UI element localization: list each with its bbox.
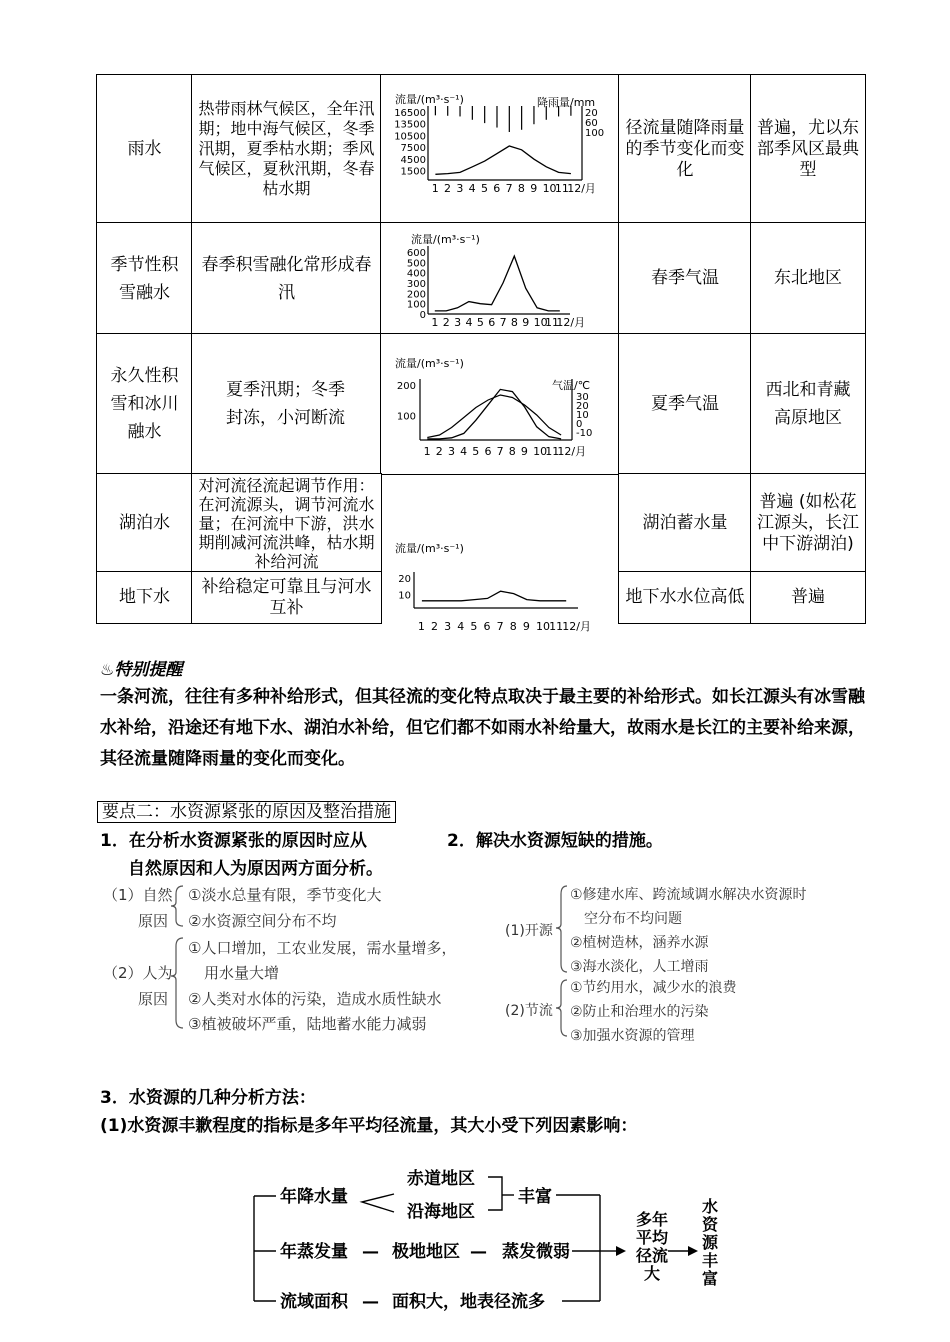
weak-evap: 蒸发微弱 <box>502 1242 570 1262</box>
arrow-result-icon <box>688 1246 698 1256</box>
cell-text: 湖泊水 <box>119 512 170 533</box>
y-tick-label: 600 <box>406 248 426 259</box>
x-tick-label: 4 <box>457 620 465 633</box>
factor-evap: 年蒸发量 <box>280 1242 348 1262</box>
avg-char: 径 <box>636 1246 653 1265</box>
x-tick-label: 7 <box>496 445 504 458</box>
flow-series-line <box>422 591 566 601</box>
y-axis-label: 流量/(m³·s⁻¹) <box>395 93 464 106</box>
x-tick-label: 8 <box>517 182 525 195</box>
human-label2: 原因 <box>138 990 169 1008</box>
avg-char: 大 <box>644 1264 661 1283</box>
dash-1: — <box>362 1242 379 1262</box>
section3-title: 3．水资源的几种分析方法： <box>100 1088 316 1108</box>
natural-item: ①淡水总量有限，季节变化大 <box>188 886 382 904</box>
result-char: 富 <box>702 1269 719 1288</box>
merge-lines <box>488 1177 502 1210</box>
cell-text: 对河流径流起调节作用：在河流源头，调节河流水量；在河流中下游，洪水期削减河流洪峰，枯水期补给河流 <box>198 475 375 571</box>
y-axis-label: 流量/(m³·s⁻¹) <box>395 542 464 555</box>
x-tick-label: 5 <box>480 182 488 195</box>
x-tick-label: 4 <box>460 445 468 458</box>
avg-char: 流 <box>652 1246 669 1265</box>
y2-axis-label: 气温/℃ <box>552 379 591 392</box>
human-label: （2）人为 <box>103 964 173 982</box>
y2-tick-label: -10 <box>576 428 593 439</box>
y-tick-label: 300 <box>406 279 426 290</box>
y-tick-label: 0 <box>419 310 426 321</box>
x-tick-label: 11 <box>554 182 569 195</box>
flame-icon: ♨ <box>100 660 115 679</box>
section2-header-text: 要点二：水资源紧张的原因及整治措施 <box>97 801 396 823</box>
x-tick-label: 2 <box>431 620 439 633</box>
arrow-avg-icon <box>616 1246 626 1256</box>
x-tick-label: 11 <box>549 620 564 633</box>
result-char: 水 <box>702 1197 719 1216</box>
x-tick-label: 9 <box>520 445 528 458</box>
human-item: ②人类对水体的污染，造成水质性缺水 <box>188 990 442 1008</box>
factor-diagram <box>0 1150 950 1342</box>
kaiyuan-item: ③海水淡化，人工增雨 <box>570 959 709 975</box>
x-tick-label: 2 <box>435 445 443 458</box>
brace-natural <box>171 886 183 926</box>
x-tick-label: 7 <box>499 316 507 329</box>
x-tick-label: 1 <box>431 182 439 195</box>
cell-text: 永久性积雪和冰川融水 <box>110 366 179 442</box>
natural-label2: 原因 <box>138 912 169 930</box>
y-tick-label: 200 <box>406 289 426 301</box>
jieliu-label: (2)节流 <box>505 1003 553 1019</box>
brace-jieliu <box>556 980 567 1036</box>
x-tick-label: 10 <box>533 316 548 329</box>
section2-header <box>97 797 396 822</box>
section3-sub: (1)水资源丰歉程度的指标是多年平均径流量，其大小受下列因素影响： <box>100 1116 638 1136</box>
x-tick-label: 4 <box>465 316 473 329</box>
result-char: 资 <box>702 1215 719 1234</box>
y-tick-label: 7500 <box>400 143 426 155</box>
y-tick-label: 20 <box>398 574 411 585</box>
x-tick-label: 7 <box>496 620 504 633</box>
y2-tick-label: 30 <box>576 392 589 403</box>
cell-text: 普遍，尤以东部季风区最典型 <box>757 117 859 180</box>
x-tick-label: 6 <box>484 445 492 458</box>
x-tick-label: 4 <box>468 182 476 195</box>
x-tick-label: 10 <box>533 445 548 458</box>
kaiyuan-item: ①修建水库、跨流域调水解决水资源时 <box>570 887 807 903</box>
cell-text: 春季气温 <box>651 268 719 288</box>
x-tick-label: 1 <box>417 620 425 633</box>
x-tick-label: 9 <box>530 182 538 195</box>
region-polar: 极地地区 <box>392 1242 460 1262</box>
brace-lines <box>0 880 950 1050</box>
cell-text: 西北和青藏高原地区 <box>765 380 851 428</box>
avg-char: 平 <box>636 1228 653 1247</box>
x-tick-label: 3 <box>456 182 464 195</box>
x-tick-label: 5 <box>472 445 480 458</box>
region-equator: 赤道地区 <box>407 1169 475 1189</box>
flow-series-line <box>435 256 560 311</box>
y-tick-label: 1500 <box>400 166 426 178</box>
y-tick-label: 10 <box>398 590 411 602</box>
y-tick-label: 100 <box>396 411 416 423</box>
x-tick-label: 8 <box>510 316 518 329</box>
avg-char: 多 <box>636 1210 653 1229</box>
tip-text: 一条河流，往往有多种补给形式，但其径流的变化特点取决于最主要的补给形式。如长江源头有冰雪融水补给，沿途还有地下水、湖泊水补给，但它们都不如雨水补给量大，故雨水是长江的主要补给来源，其径流量随降雨量的变化而变化。 <box>100 687 865 769</box>
tip-heading <box>100 655 182 680</box>
cell-text: 普遍 (如松花江源头，长江中下游湖泊) <box>757 491 859 554</box>
section2-p1b: 自然原因和人为原因两方面分析。 <box>128 859 383 879</box>
human-item: ③植被破坏严重，陆地蓄水能力减弱 <box>188 1015 427 1033</box>
cell-text: 夏季气温 <box>651 393 719 414</box>
human-item: 用水量大增 <box>204 964 280 982</box>
x-tick-label: 7 <box>505 182 513 195</box>
x-tick-label: 5 <box>470 620 478 633</box>
y-tick-label: 400 <box>406 268 426 280</box>
x-tick-label: 9 <box>522 316 530 329</box>
y-tick-label: 200 <box>396 381 416 392</box>
kaiyuan-item: ②植树造林，涵养水源 <box>570 935 709 951</box>
human-item: ①人口增加，工农业发展，需水量增多， <box>188 939 457 957</box>
hydrograph-charts <box>0 0 950 650</box>
x-tick-label: 6 <box>488 316 496 329</box>
cell-text: 湖泊蓄水量 <box>642 512 728 533</box>
result-char: 源 <box>702 1233 719 1252</box>
cell-text: 雨水 <box>127 138 162 159</box>
brace-kaiyuan <box>556 886 567 972</box>
x-tick-label: 10 <box>542 182 557 195</box>
y-axis-label: 流量/(m³·s⁻¹) <box>395 357 464 370</box>
natural-label: （1）自然 <box>103 886 173 904</box>
x-tick-label: 3 <box>447 445 455 458</box>
x-tick-label: 11 <box>545 445 560 458</box>
y2-tick-label: 10 <box>576 410 589 421</box>
kaiyuan-label: (1)开源 <box>505 923 553 939</box>
x-tick-label: 1 <box>423 445 431 458</box>
x-tick-label: 5 <box>476 316 484 329</box>
dash-2: — <box>470 1242 487 1262</box>
section2-p2: 2．解决水资源短缺的措施。 <box>447 831 663 851</box>
cell-text: 地下水 <box>119 587 170 607</box>
factor-area: 流域面积 <box>280 1292 348 1312</box>
natural-item: ②水资源空间分布不均 <box>188 912 337 930</box>
x-tick-label: 2 <box>442 316 450 329</box>
x-tick-label: 3 <box>454 316 462 329</box>
x-tick-label: 11 <box>545 316 560 329</box>
y2-tick-label: 20 <box>585 108 598 119</box>
y2-tick-label: 100 <box>585 128 605 139</box>
jieliu-item: ③加强水资源的管理 <box>570 1028 695 1044</box>
cell-text: 东北地区 <box>774 268 842 288</box>
y2-tick-label: 20 <box>576 401 589 412</box>
y-tick-label: 10500 <box>394 131 426 143</box>
x-tick-label: 3 <box>444 620 452 633</box>
brace-human <box>171 938 183 1028</box>
y2-axis-label: 降雨量/mm <box>537 96 596 109</box>
cell-text: 补给稳定可靠且与河水互补 <box>201 576 372 618</box>
cell-text: 春季积雪融化常形成春汛 <box>201 254 372 303</box>
region-coastal: 沿海地区 <box>407 1202 475 1222</box>
fork-lines <box>362 1194 394 1212</box>
avg-char: 均 <box>652 1228 669 1247</box>
area-text: 面积大，地表径流多 <box>392 1292 545 1312</box>
tip-title: 特别提醒 <box>114 660 183 680</box>
avg-char: 年 <box>652 1210 669 1229</box>
cell-text: 地下水水位高低 <box>625 587 745 607</box>
y-tick-label: 4500 <box>400 154 426 166</box>
x-tick-label: 12/月 <box>557 445 587 458</box>
kaiyuan-item: 空分布不均问题 <box>584 911 682 927</box>
x-tick-label: 12/月 <box>567 182 596 195</box>
x-tick-label: 6 <box>493 182 501 195</box>
rich-label: 丰富 <box>518 1187 552 1207</box>
x-tick-label: 12/月 <box>562 620 591 633</box>
x-tick-label: 12/月 <box>556 316 586 329</box>
y-tick-label: 13500 <box>394 119 426 131</box>
cell-text: 普遍 <box>791 587 825 607</box>
cell-text: 夏季汛期；冬季封冻，小河断流 <box>226 380 345 428</box>
y-tick-label: 100 <box>406 299 426 311</box>
cell-text: 热带雨林气候区，全年汛期；地中海气候区，冬季汛期，夏季枯水期；季风气候区，夏秋汛期，冬春枯水期 <box>198 99 375 198</box>
x-tick-label: 10 <box>536 620 551 633</box>
y-tick-label: 500 <box>406 258 426 270</box>
cell-text: 季节性积雪融水 <box>110 254 179 303</box>
jieliu-item: ①节约用水，减少水的浪费 <box>570 980 737 996</box>
x-tick-label: 2 <box>444 182 452 195</box>
x-tick-label: 8 <box>509 620 517 633</box>
factor-rain: 年降水量 <box>280 1187 348 1207</box>
y2-tick-label: 60 <box>585 118 598 129</box>
cell-text: 径流量随降雨量的季节变化而变化 <box>625 117 745 180</box>
dash-3: — <box>362 1292 379 1312</box>
x-tick-label: 1 <box>431 316 439 329</box>
result-char: 丰 <box>702 1251 719 1270</box>
x-tick-label: 9 <box>522 620 530 633</box>
x-tick-label: 6 <box>483 620 491 633</box>
section2-p1a: 1．在分析水资源紧张的原因时应从 <box>100 831 367 851</box>
y-tick-label: 16500 <box>394 108 426 119</box>
x-tick-label: 8 <box>508 445 516 458</box>
flow-series-line <box>435 146 571 174</box>
y2-tick-label: 0 <box>576 419 583 430</box>
y-axis-label: 流量/(m³·s⁻¹) <box>411 233 480 246</box>
flow-series-line <box>427 389 561 439</box>
jieliu-item: ②防止和治理水的污染 <box>570 1004 709 1020</box>
